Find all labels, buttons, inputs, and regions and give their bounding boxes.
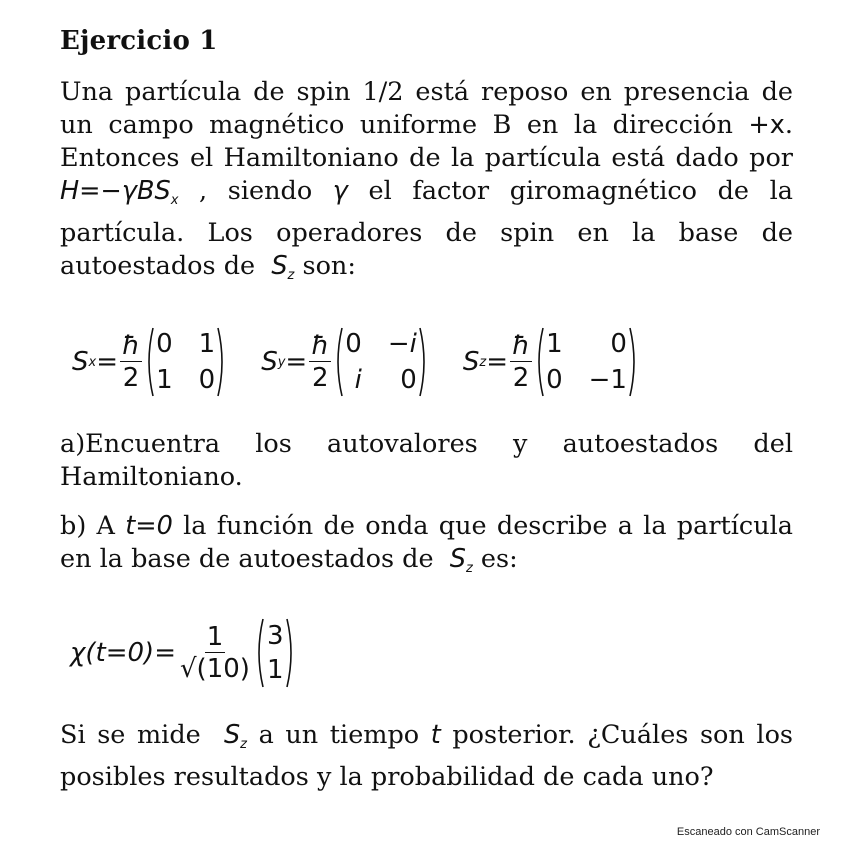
matrix-cell: 0 [156, 329, 173, 359]
matrix-cell: 0 [546, 365, 563, 395]
matrix-symbol: S [72, 347, 89, 377]
sz-letter: S [271, 251, 288, 281]
closing-text-3: posterior. ¿Cuáles son los posibles resultados y la probabilidad de cada uno? [60, 720, 794, 792]
sz-subscript: z [287, 268, 295, 283]
fraction-numerator: ħ [511, 330, 531, 361]
intro-text-1: Una partícula de spin 1/2 está reposo en presencia de un campo magnético uniforme B en la dirección [60, 77, 793, 140]
matrix-subscript: x [88, 354, 97, 370]
vector-component: 1 [266, 655, 284, 685]
closing-text-1: Si se mide [60, 720, 213, 750]
gamma-symbol: γ [332, 176, 348, 206]
hamiltonian-subscript: x [170, 193, 179, 208]
left-paren-icon [254, 617, 264, 689]
intro-text-2: . Entonces el Hamiltoniano de la partícula está dado por [60, 110, 793, 173]
sz-symbol [263, 251, 294, 281]
fraction-denominator: 2 [512, 362, 530, 393]
matrix-cell: 1 [198, 329, 216, 359]
right-paren-icon [629, 326, 639, 398]
question-b-text-3: es: [472, 544, 518, 574]
equals-sign: = [486, 347, 508, 377]
matrix-cell: 0 [400, 365, 417, 395]
matrix-cell: 0 [345, 329, 362, 359]
matrix-cell: 0 [198, 365, 216, 395]
exercise-title: Ejercicio 1 [60, 26, 218, 56]
question-b-text-1: b) A [60, 511, 126, 541]
closing-question [60, 719, 793, 794]
vector-component: 3 [266, 621, 284, 651]
fraction-denominator: √(10) [179, 653, 250, 684]
equals-sign: = [285, 347, 308, 377]
sz-letter: S [449, 544, 466, 574]
left-paren-icon [534, 326, 544, 398]
matrix-cell: −i [387, 329, 417, 359]
left-paren-icon [333, 326, 343, 398]
fraction-numerator: 1 [206, 621, 224, 652]
hamiltonian-main: H=−γBS [60, 176, 171, 206]
left-paren-icon [144, 326, 154, 398]
question-a: a)Encuentra los autovalores y autoestados del Hamiltoniano. [60, 429, 793, 492]
matrix-body [343, 327, 419, 397]
fraction-denominator: 2 [311, 362, 329, 393]
equals-sign: = [96, 347, 119, 377]
matrix-subscript: y [277, 354, 286, 370]
right-paren-icon [286, 617, 296, 689]
fraction-numerator: ħ [122, 330, 141, 361]
hamiltonian-expression [60, 176, 178, 206]
sz-symbol [442, 544, 473, 574]
matrix-subscript: z [479, 354, 487, 370]
matrix-sy [261, 326, 429, 398]
matrix-cell: 0 [610, 329, 627, 359]
time-zero: t=0 [125, 511, 173, 541]
spin-matrices [72, 320, 793, 404]
matrix-symbol: S [261, 347, 278, 377]
matrix-body [154, 327, 217, 397]
hbar-fraction [309, 331, 331, 394]
matrix-sz [463, 326, 639, 398]
intro-text-3: , siendo [178, 176, 333, 206]
state-vector [264, 619, 287, 687]
matrix-cell: 1 [156, 365, 173, 395]
matrix-cell: 1 [546, 329, 563, 359]
hbar-fraction [120, 331, 142, 394]
hbar-fraction [510, 331, 532, 394]
fraction-numerator: ħ [311, 330, 330, 361]
intro-text-4: el factor giromagnético de la partícula. Los operadores de spin en la base de autoestados de [60, 176, 793, 281]
matrix-body [544, 327, 629, 397]
right-paren-icon [419, 326, 429, 398]
question-b [60, 510, 793, 585]
exercise-document [60, 26, 793, 794]
wavefunction-lhs: χ(t=0)= [70, 638, 176, 668]
normalization-fraction [178, 622, 252, 685]
time-symbol: t [430, 720, 441, 750]
sz-subscript: z [240, 737, 247, 752]
matrix-sx [72, 326, 227, 398]
fraction-denominator: 2 [122, 362, 140, 393]
question-b-text-2: la función de onda que describe a la partícula en la base de autoestados de [60, 511, 793, 574]
intro-text-5: son: [294, 251, 356, 281]
sz-subscript: z [465, 561, 473, 576]
sz-letter: S [223, 720, 241, 750]
direction-plus-x: +x [748, 110, 785, 140]
scanner-watermark: Escaneado con CamScanner [676, 826, 820, 838]
right-paren-icon [217, 326, 227, 398]
intro-paragraph [60, 76, 793, 292]
sz-symbol [212, 720, 247, 750]
matrix-symbol: S [462, 347, 480, 377]
wavefunction-equation [70, 611, 793, 695]
closing-text-2: a un tiempo [246, 720, 431, 750]
matrix-cell: −1 [588, 365, 627, 395]
matrix-cell: i [354, 365, 362, 395]
